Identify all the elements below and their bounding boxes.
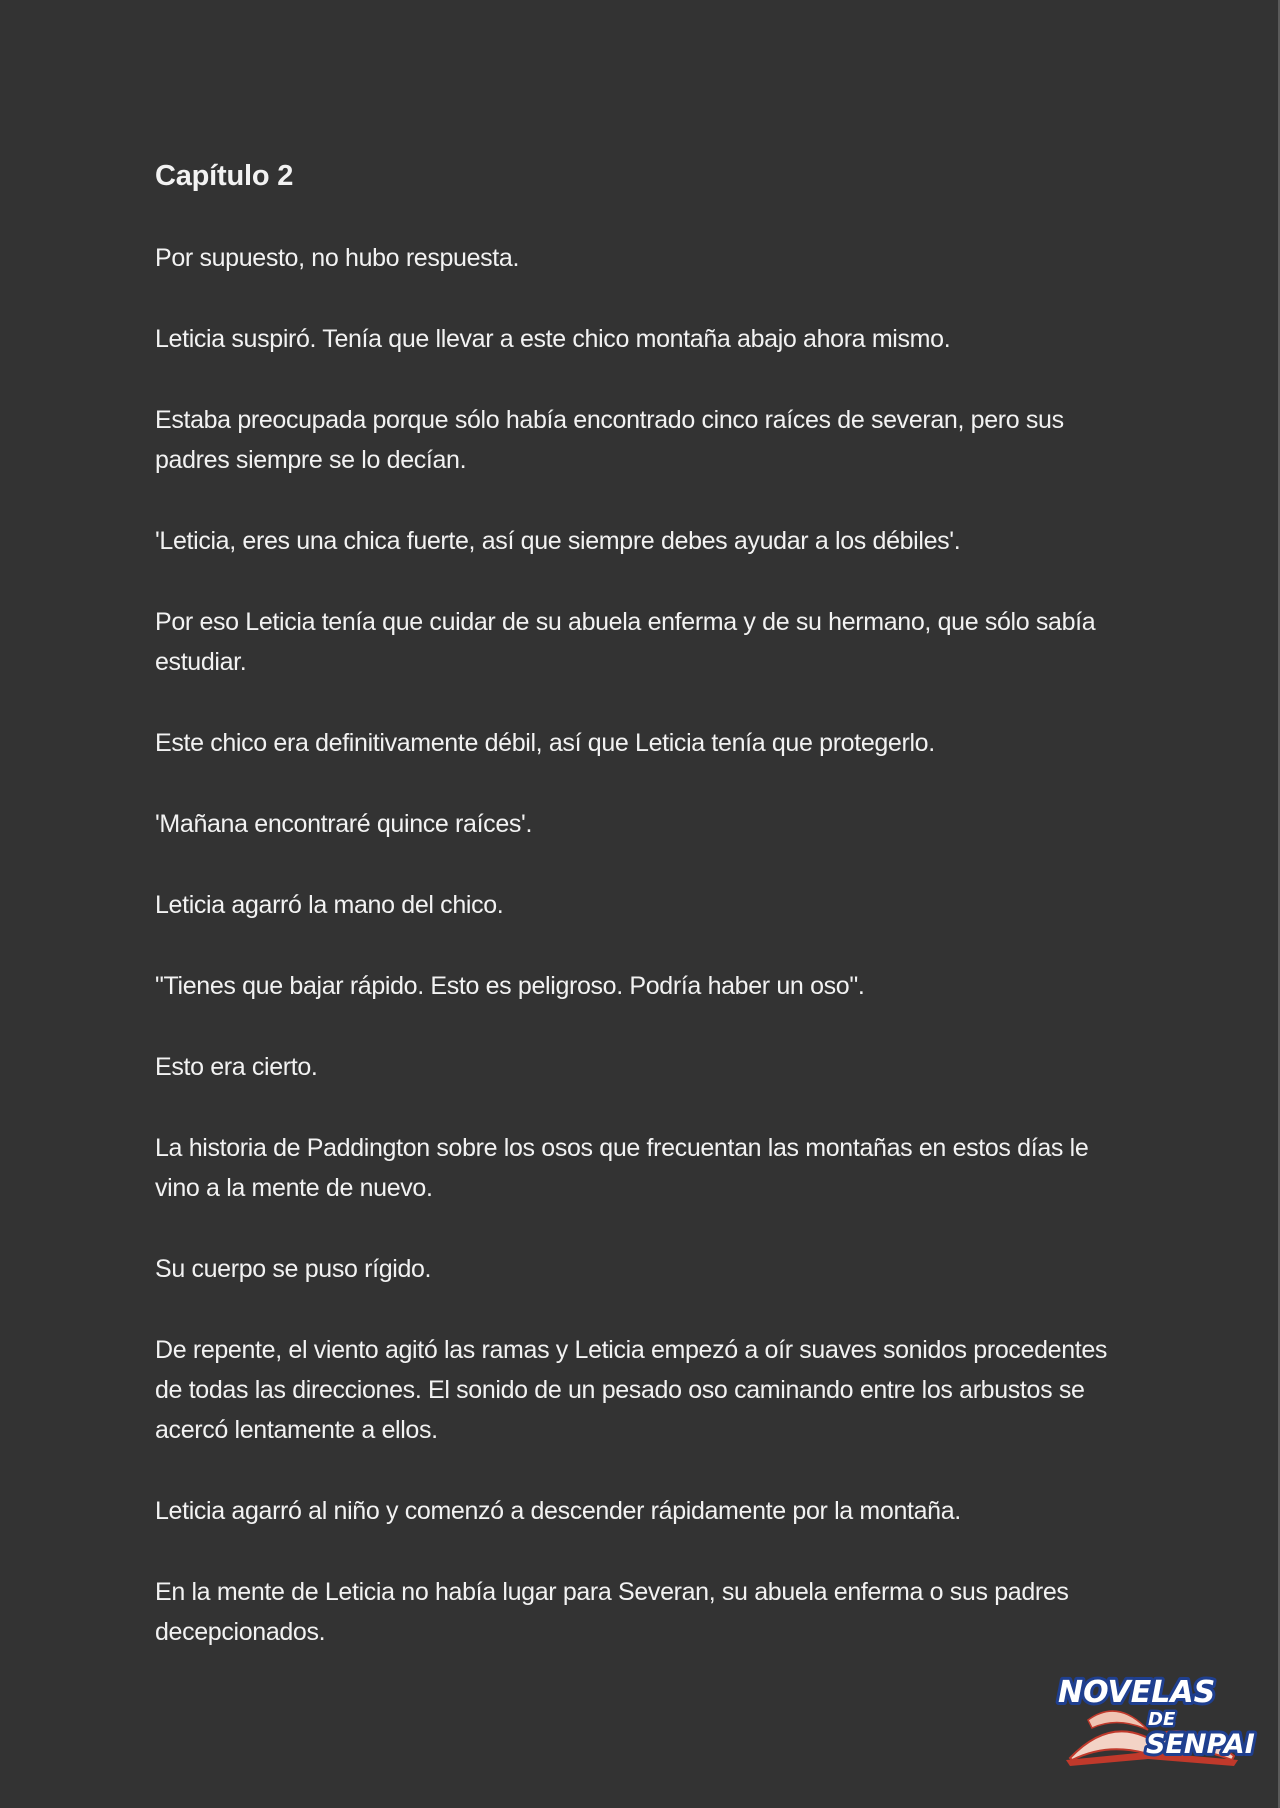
paragraph: 'Mañana encontraré quince raíces'. [155,810,533,838]
logo-text-de: DE [1148,1709,1176,1730]
novelas-de-senpai-logo [1048,1668,1258,1768]
paragraph: Su cuerpo se puso rígido. [155,1255,432,1283]
paragraph: Esto era cierto. [155,1053,318,1081]
paragraph: Leticia agarró la mano del chico. [155,891,504,919]
paragraph: Leticia agarró al niño y comenzó a descender rápidamente por la montaña. [155,1497,961,1525]
paragraph: Estaba preocupada porque sólo había encontrado cinco raíces de severan, pero sus padres siempre se lo decían. [155,406,1064,474]
paragraph: Leticia suspiró. Tenía que llevar a este chico montaña abajo ahora mismo. [155,325,951,353]
paragraph: La historia de Paddington sobre los osos que frecuentan las montañas en estos días le vino a la mente de nuevo. [155,1134,1089,1202]
chapter-content [155,150,1130,1693]
paragraph: Por supuesto, no hubo respuesta. [155,244,520,272]
logo-text-novelas: NOVELAS [1058,1675,1216,1710]
logo-text-senpai: SENPAI [1146,1729,1255,1760]
paragraph: De repente, el viento agitó las ramas y Leticia empezó a oír suaves sonidos procedentes de todas las direcciones. El sonido de un pesado oso caminando entre los arbustos se acercó lentamente a ellos. [155,1336,1108,1444]
paragraph: Este chico era definitivamente débil, así que Leticia tenía que protegerlo. [155,729,935,757]
paragraph: "Tienes que bajar rápido. Esto es peligroso. Podría haber un oso". [155,972,865,1000]
paragraph: En la mente de Leticia no había lugar para Severan, su abuela enferma o sus padres decepcionados. [155,1578,1069,1646]
paragraph: Por eso Leticia tenía que cuidar de su abuela enferma y de su hermano, que sólo sabía estudiar. [155,608,1096,676]
chapter-title: Capítulo 2 [155,160,294,192]
paragraph: 'Leticia, eres una chica fuerte, así que siempre debes ayudar a los débiles'. [155,527,961,555]
